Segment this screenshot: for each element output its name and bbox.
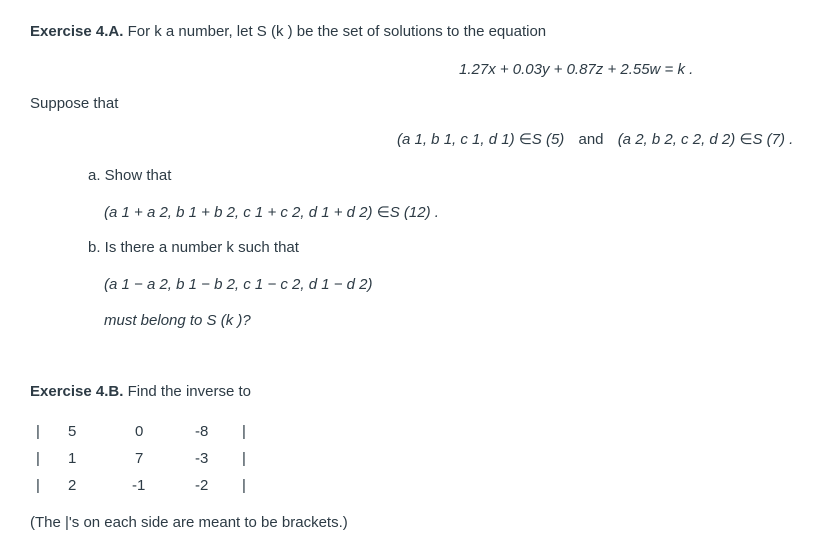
matrix-cell: 2 bbox=[68, 477, 77, 494]
exercise-4a-line bbox=[30, 22, 546, 42]
matrix-cell: 5 bbox=[68, 423, 77, 440]
and-word: and bbox=[578, 131, 604, 148]
matrix-cell: -2 bbox=[195, 477, 209, 494]
membership-left: (a 1, b 1, c 1, d 1) ∈S (5) bbox=[397, 131, 565, 148]
bracket-left: | bbox=[36, 450, 40, 467]
matrix-cell: 1 bbox=[68, 450, 77, 467]
bracket-right: | bbox=[242, 450, 246, 467]
matrix-cell: -3 bbox=[195, 450, 209, 467]
part-b-expression: (a 1 − a 2, b 1 − b 2, c 1 − c 2, d 1 − d 2) bbox=[104, 276, 373, 293]
matrix-cell: -8 bbox=[195, 423, 209, 440]
part-b-label: b. Is there a number k such that bbox=[88, 239, 299, 256]
matrix-cell: 0 bbox=[135, 423, 144, 440]
part-b-tail: must belong to S (k )? bbox=[104, 312, 251, 329]
membership-line bbox=[397, 130, 793, 150]
bracket-right: | bbox=[242, 477, 246, 494]
part-a-expression: (a 1 + a 2, b 1 + b 2, c 1 + c 2, d 1 + d 2) ∈S (12) . bbox=[104, 204, 439, 221]
suppose-text: Suppose that bbox=[30, 95, 119, 112]
bracket-left: | bbox=[36, 477, 40, 494]
bracket-right: | bbox=[242, 423, 246, 440]
matrix-cell: -1 bbox=[132, 477, 146, 494]
exercise-4b-heading: Exercise 4.B. bbox=[30, 383, 124, 400]
matrix-cell: 7 bbox=[135, 450, 144, 467]
membership-right: (a 2, b 2, c 2, d 2) ∈S (7) . bbox=[617, 131, 794, 148]
exercise-4a-heading: Exercise 4.A. bbox=[30, 23, 124, 40]
equation: 1.27x + 0.03y + 0.87z + 2.55w = k . bbox=[459, 61, 694, 78]
bracket-left: | bbox=[36, 423, 40, 440]
exercise-4a-intro: For k a number, let S (k ) be the set of solutions to the equation bbox=[127, 23, 547, 40]
exercise-4b-line bbox=[30, 382, 251, 402]
part-a-label: a. Show that bbox=[88, 167, 172, 184]
exercise-4b-intro: Find the inverse to bbox=[127, 383, 251, 400]
bracket-note: (The |'s on each side are meant to be brackets.) bbox=[30, 514, 348, 531]
